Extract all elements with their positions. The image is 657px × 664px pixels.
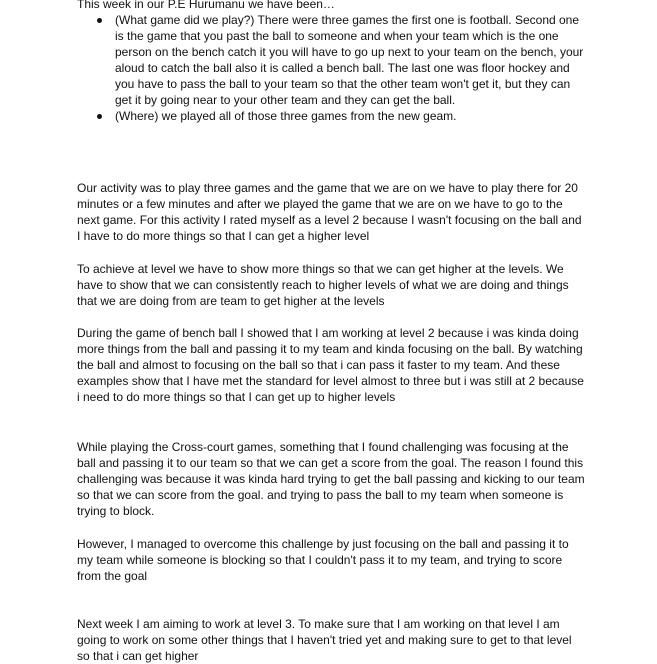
intro-line: This week in our P.E Hurumanu we have been… [77,0,335,11]
paragraph-achieve: To achieve at level we have to show more things so that we can get higher at the levels. We have to show that we can consistently reach to higher levels of what we are doing and things that we are doing from are team to get higher at the levels [77,262,569,308]
bullet-item [77,12,587,108]
bullet-list [77,12,587,124]
paragraph-next-week: Next week I am aiming to work at level 3. To make sure that I am working on that level I am going to work on some other things that I haven't tried yet and making sure to get to that level so that i can get higher [77,617,572,663]
paragraph-bench-ball: During the game of bench ball I showed that I am working at level 2 because i was kinda doing more things from the ball and passing it to my team and kinda focusing on the ball. By watching the ball and almost to focusing on the ball so that i can pass it faster to my team. And these examples show that I have met the standard for level almost to three but i was still at 2 because i need to do more things so that I can get up to higher levels [77,326,584,404]
paragraph-challenge: While playing the Cross-court games, something that I found challenging was focusing at the ball and passing it to our team so that we can get a score from the goal. The reason I found this challenging was because it was kinda hard trying to get the ball passing and kicking to our team so that we can score from the goal. and trying to pass the ball to my team when someone is trying to block. [77,440,585,518]
bullet-text: (Where) we played all of those three games from the new geam. [115,109,457,123]
bullet-dot-icon [97,114,102,119]
paragraph-activity: Our activity was to play three games and the game that we are on we have to play there for 20 minutes or a few minutes and after we played the game that we are on we have to go to the next game. For this activity I rated myself as a level 2 because I wasn't focusing on the ball and I have to do more things so that I can get a higher level [77,181,582,243]
bullet-text: (What game did we play?) There were three games the first one is football. Second one is the game that you past the ball to someone and when your team which is the one person on the bench catch it you will have to go up next to your team on the bench, your aloud to catch the ball also it is called a bench ball. The last one was floor hockey and you have to pass the ball to your team so that the other team won't get it, but they can get it by going near to your other team and they can get the ball. [115,13,584,107]
paragraph-overcome: However, I managed to overcome this challenge by just focusing on the ball and passing it to my team while someone is blocking so that I couldn't pass it to my team, and trying to score from the goal [77,537,569,583]
bullet-item [77,108,587,124]
bullet-dot-icon [97,18,102,23]
